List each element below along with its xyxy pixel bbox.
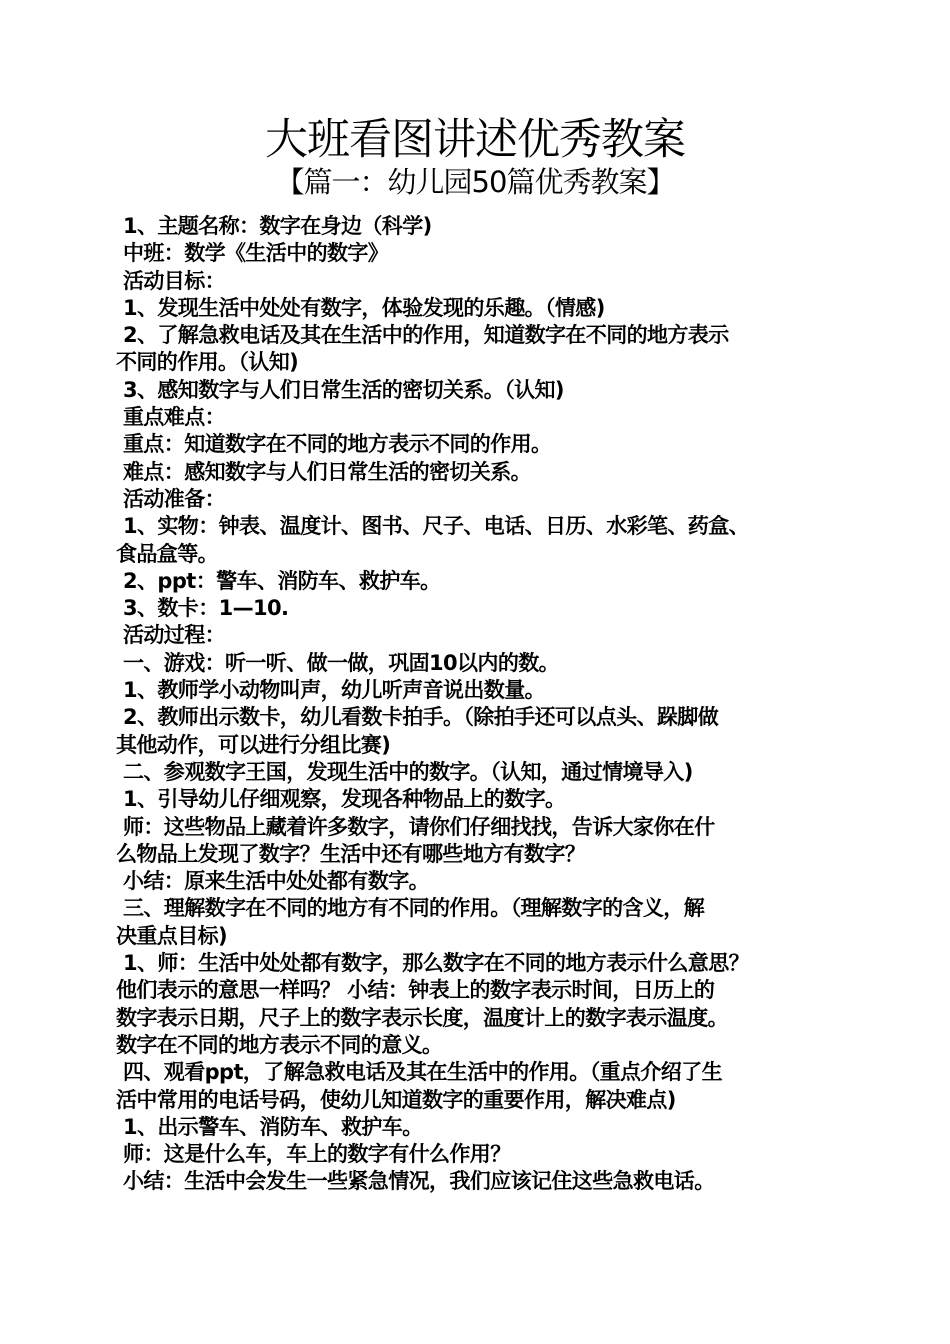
body-line: 2、ppt：警车、消防车、救护车。 xyxy=(123,568,441,593)
body-line: 2、教师出示数卡，幼儿看数卡拍手。（除拍手还可以点头、跺脚做 xyxy=(123,705,719,730)
document-title: 大班看图讲述优秀教案 xyxy=(265,115,685,165)
body-line: 中班：数学《生活中的数字》 xyxy=(123,241,389,266)
body-line: 重点难点： xyxy=(123,405,225,430)
body-line: 他们表示的意思一样吗？ 小结：钟表上的数字表示时间，日历上的 xyxy=(116,978,715,1003)
body-line: 3、感知数字与人们日常生活的密切关系。（认知) xyxy=(123,377,564,402)
body-line: 重点：知道数字在不同的地方表示不同的作用。 xyxy=(123,432,552,457)
body-line: 四、观看ppt，了解急救电话及其在生活中的作用。（重点介绍了生 xyxy=(123,1060,723,1085)
body-line: 1、发现生活中处处有数字，体验发现的乐趣。（情感) xyxy=(123,295,605,320)
body-line: 1、出示警车、消防车、救护车。 xyxy=(123,1114,423,1139)
body-line: 1、师：生活中处处都有数字，那么数字在不同的地方表示什么意思？ xyxy=(123,951,750,976)
body-line: 2、了解急救电话及其在生活中的作用，知道数字在不同的地方表示 xyxy=(123,323,729,348)
body-line: 1、实物：钟表、温度计、图书、尺子、电话、日历、水彩笔、药盒、 xyxy=(123,514,750,539)
body-line: 师：这些物品上藏着许多数字，请你们仔细找找，告诉大家你在什 xyxy=(123,814,715,839)
body-line: 小结：原来生活中处处都有数字。 xyxy=(123,869,429,894)
body-line: 3、数卡：1—10. xyxy=(123,596,289,621)
body-line: 活动准备： xyxy=(123,486,225,511)
document-body xyxy=(116,213,844,1196)
body-line: 么物品上发现了数字？生活中还有哪些地方有数字？ xyxy=(116,841,586,866)
body-line: 难点：感知数字与人们日常生活的密切关系。 xyxy=(123,459,531,484)
body-line: 食品盒等。 xyxy=(116,541,218,566)
body-line: 决重点目标) xyxy=(116,923,227,948)
body-line: 师：这是什么车，车上的数字有什么作用？ xyxy=(123,1142,511,1167)
body-line: 数字在不同的地方表示不同的意义。 xyxy=(116,1032,443,1057)
body-line: 活动过程： xyxy=(123,623,225,648)
body-line: 1、教师学小动物叫声，幼儿听声音说出数量。 xyxy=(123,678,546,703)
body-line: 一、游戏：听一听、做一做，巩固10以内的数。 xyxy=(123,650,560,675)
body-line: 其他动作，可以进行分组比赛) xyxy=(116,732,391,757)
body-line: 小结：生活中会发生一些紧急情况，我们应该记住这些急救电话。 xyxy=(123,1169,715,1194)
body-line: 1、引导幼儿仔细观察，发现各种物品上的数字。 xyxy=(123,787,566,812)
document-subtitle: 【篇一：幼儿园50篇优秀教案】 xyxy=(275,165,675,199)
body-line: 二、参观数字王国，发现生活中的数字。（认知，通过情境导入) xyxy=(123,759,693,784)
body-line: 1、主题名称：数字在身边（科学) xyxy=(123,214,432,238)
body-line: 三、理解数字在不同的地方有不同的作用。（理解数字的含义，解 xyxy=(123,896,705,921)
body-line: 活动目标： xyxy=(123,268,225,293)
body-line: 数字表示日期，尺子上的数字表示长度，温度计上的数字表示温度。 xyxy=(116,1005,728,1030)
body-line: 不同的作用。（认知) xyxy=(116,350,299,375)
body-line: 活中常用的电话号码，使幼儿知道数字的重要作用，解决难点) xyxy=(116,1087,676,1112)
